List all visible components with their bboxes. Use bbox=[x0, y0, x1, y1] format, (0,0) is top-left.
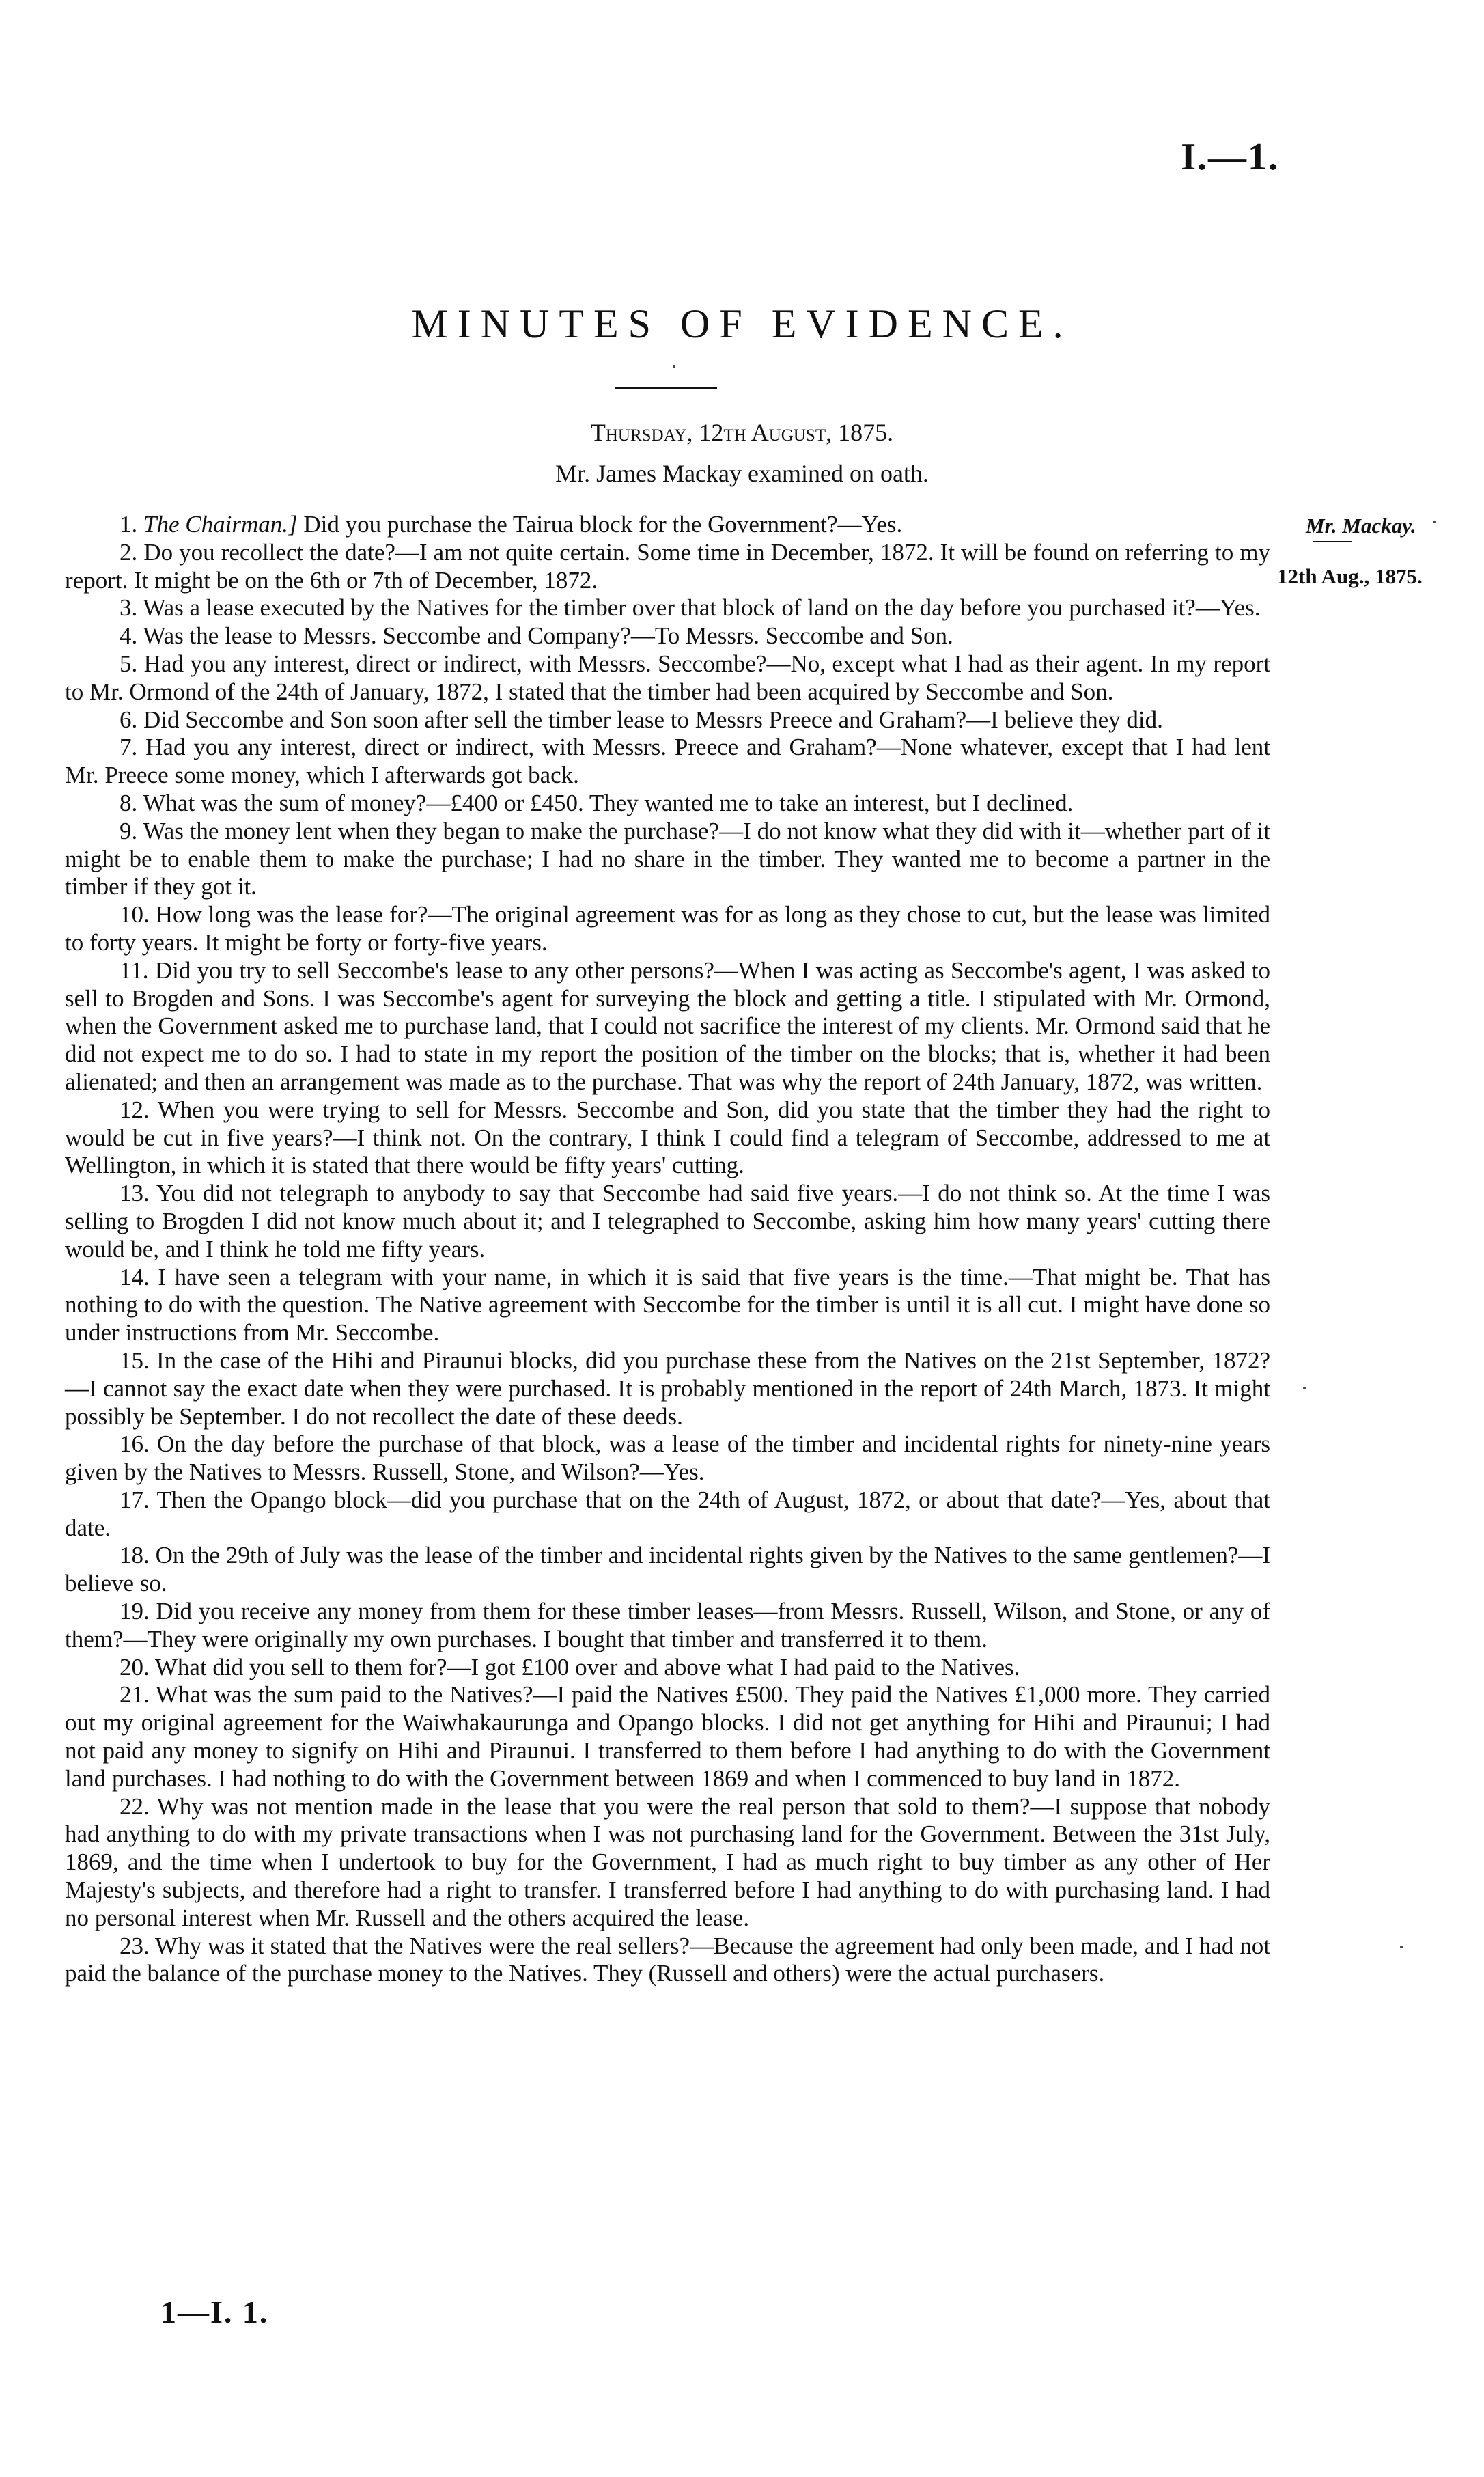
evidence-paragraph bbox=[65, 957, 1270, 1096]
evidence-paragraph bbox=[65, 1654, 1270, 1682]
title-divider bbox=[615, 387, 717, 389]
evidence-paragraph bbox=[65, 818, 1270, 901]
evidence-text: Did you try to sell Seccombe's lease to any other persons?—When I was acting as Seccombe's agent, I was asked to sell to Brogden and Sons. I was Seccombe's agent for surveying the block and getting a title. I stipulated with Mr. Ormond, when the Government asked me to purchase land, that I could not sacrifice the interest of my clients. Mr. Ormond said that he did not expect me to do so. I had to state in my report the position of the timber on the blocks; that is, whether it had been alienated; and then an arrangement was made as to the purchase. That was why the report of 24th January, 1872, was written. bbox=[65, 956, 1270, 1095]
evidence-body bbox=[65, 511, 1270, 1988]
evidence-text: Did you receive any money from them for these timber leases—from Messrs. Russell, Wilson, and Stone, or any of them?—They were originally my own purchases. I bought that timber and transferred it to them. bbox=[65, 1598, 1271, 1652]
evidence-text: What was the sum of money?—£400 or £450. They wanted me to take an interest, but I declined. bbox=[143, 789, 1074, 816]
evidence-paragraph bbox=[65, 1430, 1270, 1486]
question-number: 8. bbox=[120, 789, 138, 816]
evidence-paragraph bbox=[65, 1347, 1270, 1430]
question-number: 12. bbox=[120, 1096, 150, 1123]
question-number: 9. bbox=[120, 817, 138, 844]
evidence-paragraph bbox=[65, 1486, 1270, 1542]
evidence-text: Why was not mention made in the lease that you were the real person that sold to them?—I suppose that nobody had anything to do with my private transactions when I was not purchasing land for the Government. Between the 31st July, 1869, and the time when I undertook to buy for the Government, I had as much right to buy timber as any other of Her Majesty's subjects, and therefore had a right to transfer. I transferred before I had anything to do with purchasing land. I had no personal interest when Mr. Russell and the others acquired the lease. bbox=[65, 1793, 1270, 1931]
question-number: 7. bbox=[120, 734, 138, 761]
evidence-paragraph bbox=[65, 1542, 1270, 1598]
evidence-text: What did you sell to them for?—I got £100 over and above what I had paid to the Natives. bbox=[154, 1653, 1020, 1680]
evidence-paragraph bbox=[65, 650, 1270, 706]
question-number: 2. bbox=[120, 538, 138, 566]
evidence-text: On the 29th of July was the lease of the timber and incidental rights given by the Natives to the same gentlemen?—I believe so. bbox=[65, 1542, 1271, 1597]
question-number: 6. bbox=[120, 706, 138, 733]
evidence-text: In the case of the Hihi and Piraunui blocks, did you purchase these from the Natives on the 21st September, 1872?—I cannot say the exact date when they were purchased. It is probably mentioned in the report of 24th March, 1873. It might possibly be September. I do not recollect the date of these deeds. bbox=[65, 1346, 1270, 1430]
evidence-text: Had you any interest, direct or indirect, with Messrs. Preece and Graham?—None whatever, except that I had lent Mr. Preece some money, which I afterwards got back. bbox=[65, 734, 1271, 789]
evidence-text: I have seen a telegram with your name, in which it is said that five years is the time.—That might be. That has nothing to do with the question. The Native agreement with Seccombe for the timber is until it is all cut. I might have done so under instructions from Mr. Seccombe. bbox=[65, 1263, 1270, 1346]
evidence-text: You did not telegraph to anybody to say that Seccombe had said five years.—I do not think so. At the time I was selling to Brogden I did not know much about it; and I telegraphed to Seccombe, asking him how many years' cutting there would be, and I think he told me fifty years. bbox=[65, 1180, 1270, 1262]
question-number: 23. bbox=[120, 1932, 150, 1959]
margin-witness-name: Mr. Mackay. bbox=[1306, 514, 1416, 538]
question-number: 21. bbox=[120, 1681, 150, 1708]
evidence-text: Had you any interest, direct or indirect, with Messrs. Seccombe?—No, except what I had as their agent. In my report to Mr. Ormond of the 24th of January, 1872, I stated that the timber had been acquired by Seccombe and Son. bbox=[65, 650, 1271, 705]
page-reference: I.—1. bbox=[1181, 136, 1279, 178]
question-number: 10. bbox=[120, 901, 150, 928]
evidence-paragraph bbox=[65, 622, 1270, 650]
speck bbox=[1400, 1946, 1403, 1948]
evidence-text: Was a lease executed by the Natives for the timber over that block of land on the day before you purchased it?—Yes. bbox=[143, 594, 1261, 622]
speaker-label: The Chairman.] bbox=[143, 511, 298, 538]
page-signature: 1—I. 1. bbox=[160, 2295, 269, 2329]
evidence-paragraph bbox=[65, 1264, 1270, 1347]
question-number: 15. bbox=[120, 1346, 150, 1374]
evidence-text: What was the sum paid to the Natives?—I paid the Natives £500. They paid the Natives £1,000 more. They carried out my original agreement for the Waiwhakaurunga and Opango blocks. I did not get anything for Hihi and Piraunui; I had not paid any money to signify on Hihi and Piraunui. I transferred to them before I had anything to do with the Government land purchases. I had nothing to do with the Government between 1869 and when I commenced to buy land in 1872. bbox=[65, 1681, 1270, 1792]
question-number: 5. bbox=[120, 650, 138, 677]
question-number: 18. bbox=[120, 1542, 150, 1569]
evidence-text: On the day before the purchase of that block, was a lease of the timber and incidental rights for ninety-nine years given by the Natives to Messrs. Russell, Stone, and Wilson?—Yes. bbox=[65, 1430, 1271, 1486]
question-number: 3. bbox=[120, 594, 138, 622]
evidence-text: Do you recollect the date?—I am not quite certain. Some time in December, 1872. It will be found on referring to my report. It might be on the 6th or 7th of December, 1872. bbox=[65, 538, 1271, 594]
evidence-paragraph bbox=[65, 511, 1270, 539]
evidence-paragraph bbox=[65, 1681, 1270, 1793]
evidence-text: Was the lease to Messrs. Seccombe and Company?—To Messrs. Seccombe and Son. bbox=[143, 622, 953, 650]
margin-divider bbox=[1313, 541, 1352, 542]
evidence-text: Then the Opango block—did you purchase that on the 24th of August, 1872, or about that date?—Yes, about that date. bbox=[65, 1486, 1270, 1541]
evidence-paragraph bbox=[65, 790, 1270, 818]
evidence-text: Did you purchase the Tairua block for the Government?—Yes. bbox=[297, 511, 903, 538]
margin-date: 12th Aug., 1875. bbox=[1277, 564, 1423, 588]
evidence-text: When you were trying to sell for Messrs. Seccombe and Son, did you state that the timber they had the right to would be cut in five years?—I think not. On the contrary, I think I could find a telegram of Seccombe, addressed to me at Wellington, in which it is stated that there would be fifty years' cutting. bbox=[65, 1096, 1270, 1179]
evidence-text: Did Seccombe and Son soon after sell the timber lease to Messrs Preece and Graham?—I believe they did. bbox=[143, 706, 1163, 733]
evidence-text: Was the money lent when they began to make the purchase?—I do not know what they did with it—whether part of it might be to enable them to make the purchase; I had no share in the timber. They wanted me to become a partner in the timber if they got it. bbox=[65, 817, 1270, 900]
evidence-paragraph bbox=[65, 539, 1270, 595]
evidence-paragraph bbox=[65, 1933, 1270, 1989]
document-title: MINUTES OF EVIDENCE. bbox=[411, 301, 1073, 346]
question-number: 22. bbox=[120, 1793, 150, 1820]
evidence-paragraph bbox=[65, 1180, 1270, 1263]
evidence-text: Why was it stated that the Natives were the real sellers?—Because the agreement had only been made, and I had not paid the balance of the purchase money to the Natives. They (Russell and others) were the actual purchasers. bbox=[65, 1932, 1270, 1987]
evidence-paragraph bbox=[65, 594, 1270, 622]
evidence-paragraph bbox=[65, 734, 1270, 790]
evidence-paragraph bbox=[65, 1598, 1270, 1654]
session-date: Thursday, 12th August, 1875. bbox=[590, 419, 894, 446]
speck bbox=[1303, 1387, 1306, 1389]
speck bbox=[673, 365, 675, 368]
evidence-text: How long was the lease for?—The original agreement was for as long as they chose to cut, but the lease was limited to forty years. It might be forty or forty-five years. bbox=[65, 901, 1270, 956]
question-number: 13. bbox=[120, 1180, 150, 1207]
speck bbox=[1433, 521, 1436, 523]
question-number: 1. bbox=[120, 511, 138, 538]
question-number: 20. bbox=[120, 1653, 150, 1680]
question-number: 17. bbox=[120, 1486, 150, 1513]
evidence-paragraph bbox=[65, 901, 1270, 957]
evidence-paragraph bbox=[65, 1096, 1270, 1180]
question-number: 14. bbox=[120, 1263, 150, 1290]
question-number: 11. bbox=[120, 956, 149, 984]
question-number: 16. bbox=[120, 1430, 150, 1458]
question-number: 4. bbox=[120, 622, 138, 650]
witness-heading: Mr. James Mackay examined on oath. bbox=[555, 460, 929, 487]
evidence-paragraph bbox=[65, 1793, 1270, 1933]
evidence-paragraph bbox=[65, 706, 1270, 734]
question-number: 19. bbox=[120, 1598, 150, 1625]
